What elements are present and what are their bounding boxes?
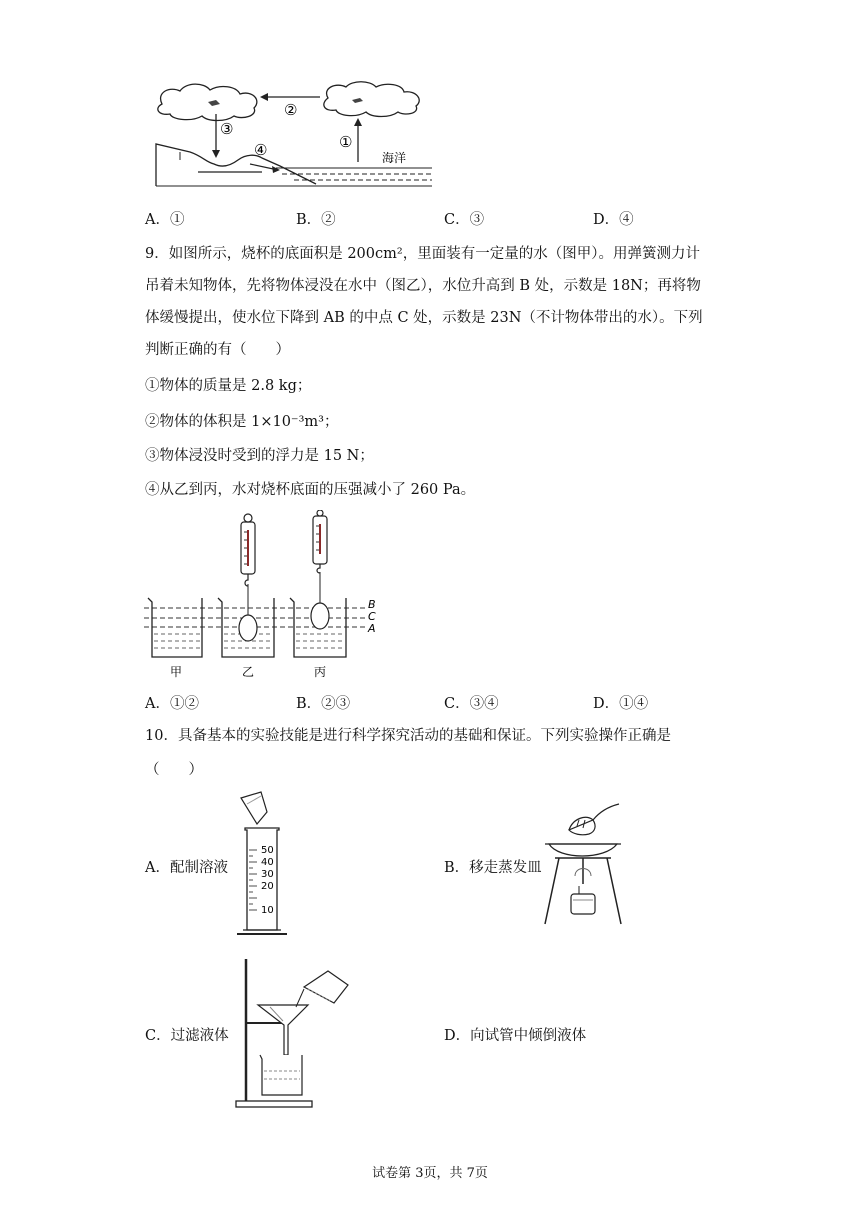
q9-stem-line-2: 吊着未知物体，先将物体浸没在水中（图乙），水位升高到 B 处，示数是 18N；再将物 xyxy=(145,278,701,294)
level-label-a: A xyxy=(368,622,376,635)
water-cycle-figure xyxy=(150,78,440,193)
q9-stem-line-4: 判断正确的有（ ） xyxy=(145,342,290,358)
cylinder-tick-10: 10 xyxy=(261,905,274,916)
right-cloud xyxy=(324,82,419,117)
q9-statement-1: ①物体的质量是 2.8 kg； xyxy=(145,378,312,394)
q9-statement-3: ③物体浸没时受到的浮力是 15 N； xyxy=(145,448,374,464)
q9-stem-line-1: 9．如图所示，烧杯的底面积是 200cm²，里面装有一定量的水（图甲）。用弹簧测力计 xyxy=(145,246,700,262)
q9-option-b[interactable]: B．②③ xyxy=(296,696,351,712)
graduated-cylinder-figure xyxy=(235,790,295,940)
q10-option-a[interactable]: A．配制溶液 xyxy=(145,860,228,876)
q9-statement-2: ②物体的体积是 1×10⁻³m³； xyxy=(145,414,339,430)
q8-option-a[interactable]: A．① xyxy=(145,212,185,228)
land-outline xyxy=(156,144,316,186)
q10-option-d[interactable]: D．向试管中倾倒液体 xyxy=(444,1028,587,1044)
q8-option-b[interactable]: B．② xyxy=(296,212,336,228)
q8-option-c[interactable]: C．③ xyxy=(444,212,485,228)
beaker-figure xyxy=(140,510,390,682)
q10-option-c[interactable]: C．过滤液体 xyxy=(145,1028,229,1044)
q10-option-b[interactable]: B．移走蒸发皿 xyxy=(444,860,542,876)
q10-stem-line-1: 10．具备基本的实验技能是进行科学探究活动的基础和保证。下列实验操作正确是 xyxy=(145,728,671,744)
filtration-figure xyxy=(230,955,360,1115)
left-cloud xyxy=(158,84,257,120)
beaker-label-yi: 乙 xyxy=(242,665,255,679)
cylinder-tick-50: 50 xyxy=(261,845,274,856)
q8-option-d[interactable]: D．④ xyxy=(593,212,634,228)
level-label-c: C xyxy=(368,610,376,623)
evaporating-dish-figure xyxy=(535,800,640,930)
arrow-label-2: ② xyxy=(284,101,298,119)
q10-stem-line-2: （ ） xyxy=(145,762,203,778)
cylinder-tick-30: 30 xyxy=(261,869,274,880)
beaker-label-jia: 甲 xyxy=(170,665,183,679)
beaker-bing xyxy=(290,510,346,657)
level-label-b: B xyxy=(368,598,376,611)
q9-option-c[interactable]: C．③④ xyxy=(444,696,499,712)
q9-option-a[interactable]: A．①② xyxy=(145,696,199,712)
arrow-label-1: ① xyxy=(339,133,353,151)
q9-stem-line-3: 体缓慢提出，使水位下降到 AB 的中点 C 处，示数是 23N（不计物体带出的水）。下列 xyxy=(145,310,703,326)
q9-statement-4: ④从乙到丙，水对烧杯底面的压强减小了 260 Pa。 xyxy=(145,482,476,498)
arrow-label-4: ④ xyxy=(254,141,268,159)
ocean-label: 海洋 xyxy=(382,151,407,165)
cylinder-tick-20: 20 xyxy=(261,881,274,892)
beaker-yi xyxy=(218,514,274,657)
arrow-label-3: ③ xyxy=(220,120,234,138)
q9-option-d[interactable]: D．①④ xyxy=(593,696,649,712)
beaker-label-bing: 丙 xyxy=(314,665,327,679)
cylinder-tick-40: 40 xyxy=(261,857,274,868)
page-footer: 试卷第 3页，共 7页 xyxy=(372,1166,488,1181)
